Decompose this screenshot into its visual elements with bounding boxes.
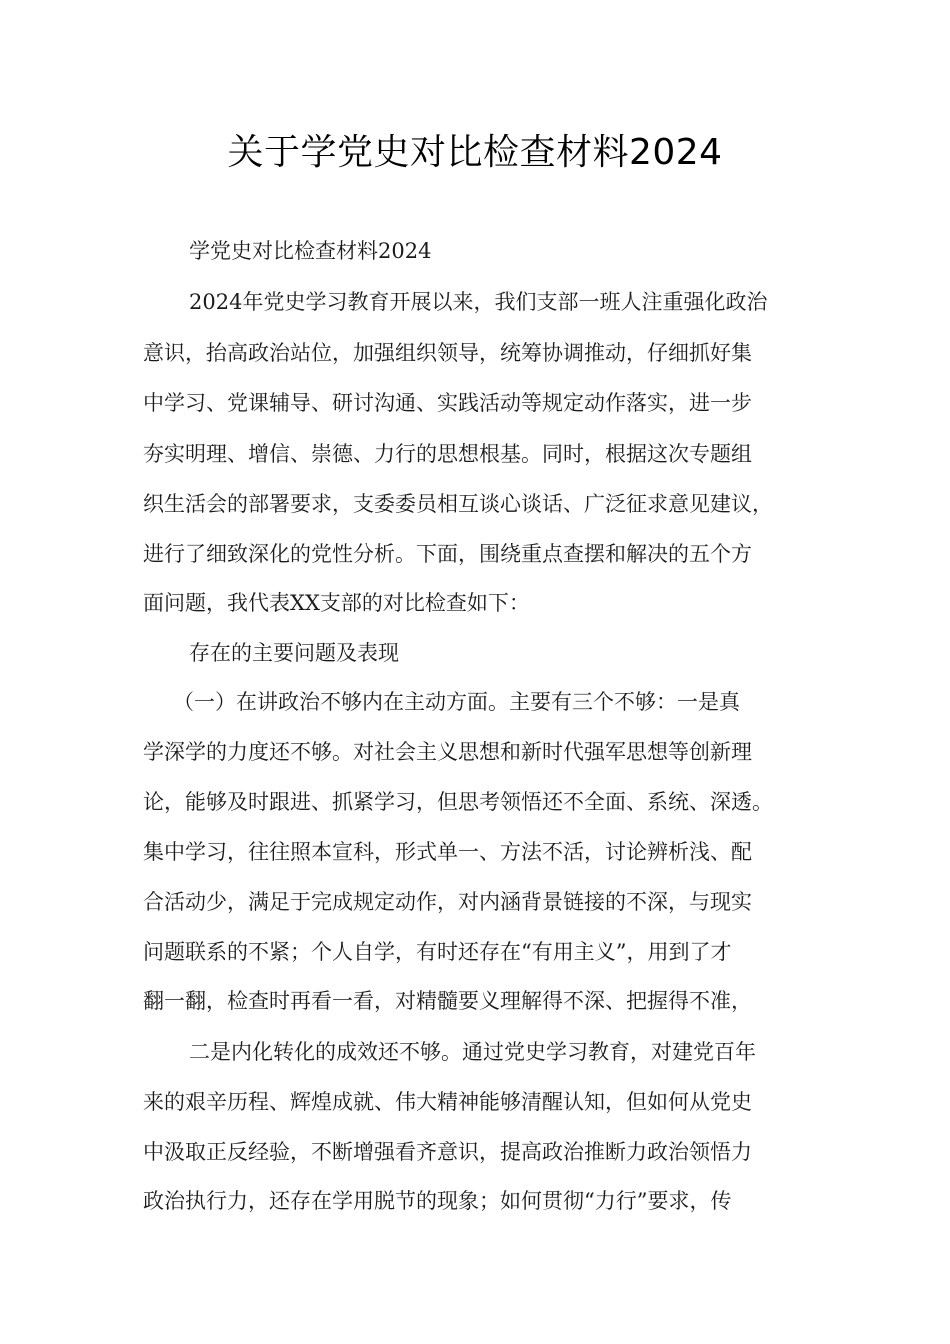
body-line: 二是内化转化的成效还不够。通过党史学习教育，对建党百年 [189, 1040, 756, 1064]
body-line: 2024年党史学习教育开展以来，我们支部一班人注重强化政治 [189, 290, 768, 314]
section-heading: 存在的主要问题及表现 [189, 641, 399, 665]
body-line: （一）在讲政治不够内在主动方面。主要有三个不够：一是真 [173, 690, 740, 714]
body-line: 面问题，我代表XX支部的对比检查如下： [143, 591, 530, 615]
body-line: 问题联系的不紧；个人自学，有时还存在“有用主义”，用到了才 [143, 940, 732, 964]
subtitle-line: 学党史对比检查材料2024 [189, 239, 432, 263]
body-line: 中学习、党课辅导、研讨沟通、实践活动等规定动作落实，进一步 [143, 391, 752, 415]
document-title: 关于学党史对比检查材料2024 [227, 132, 723, 173]
body-line: 论，能够及时跟进、抓紧学习，但思考领悟还不全面、系统、深透。 [143, 790, 773, 814]
body-line: 中汲取正反经验，不断增强看齐意识，提高政治推断力政治领悟力 [143, 1140, 752, 1164]
body-line: 政治执行力，还存在学用脱节的现象；如何贯彻“力行”要求，传 [143, 1189, 732, 1213]
body-line: 合活动少，满足于完成规定动作，对内涵背景链接的不深，与现实 [143, 890, 752, 914]
body-line: 织生活会的部署要求，支委委员相互谈心谈话、广泛征求意见建议， [143, 492, 773, 516]
body-line: 学深学的力度还不够。对社会主义思想和新时代强军思想等创新理 [143, 740, 752, 764]
body-line: 进行了细致深化的党性分析。下面，围绕重点查摆和解决的五个方 [143, 542, 752, 566]
body-line: 夯实明理、增信、崇德、力行的思想根基。同时，根据这次专题组 [143, 442, 752, 466]
body-line: 来的艰辛历程、辉煌成就、伟大精神能够清醒认知，但如何从党史 [143, 1090, 752, 1114]
body-line: 翻一翻，检查时再看一看，对精髓要义理解得不深、把握得不准， [143, 989, 752, 1013]
body-line: 意识，抬高政治站位，加强组织领导，统筹协调推动，仔细抓好集 [143, 341, 752, 365]
body-line: 集中学习，往往照本宣科，形式单一、方法不活，讨论辨析浅、配 [143, 840, 752, 864]
